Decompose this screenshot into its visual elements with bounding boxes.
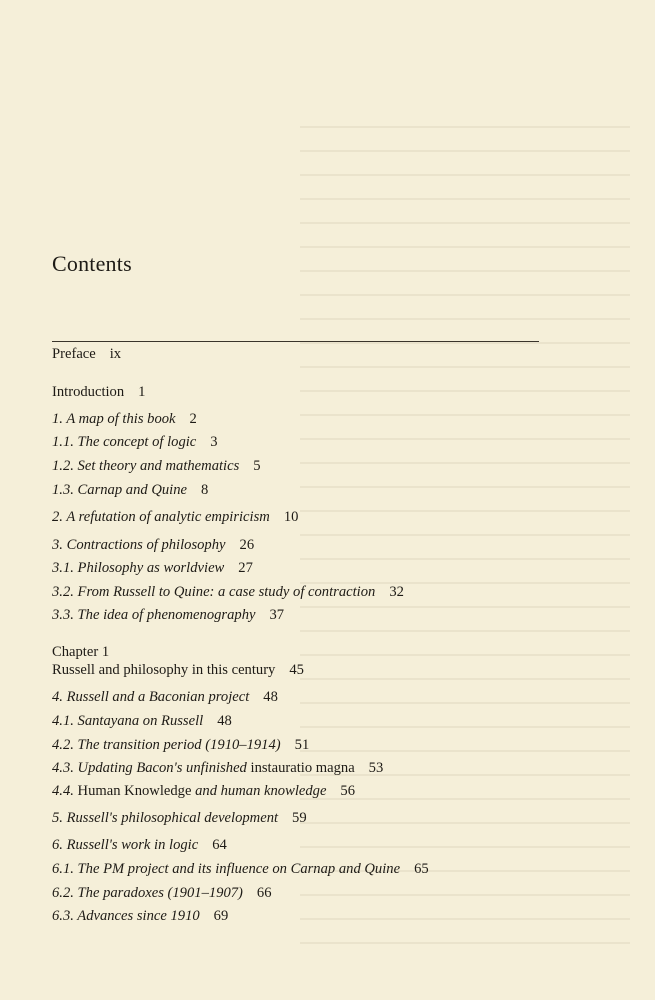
entry-title: Preface: [52, 346, 96, 362]
entry-page-number: 8: [201, 482, 209, 498]
entry-page-number: 27: [238, 560, 253, 576]
entry-page-number: 59: [292, 810, 307, 826]
entry-title: 1.3. Carnap and Quine: [52, 482, 187, 498]
toc-entry: [52, 884, 272, 902]
entry-page-number: 32: [389, 584, 404, 600]
entry-title: 3. Contractions of philosophy: [52, 537, 226, 553]
entry-title: 6.2. The paradoxes (1901–1907): [52, 885, 243, 901]
entry-title-upright: Human Knowledge: [77, 783, 192, 799]
entry-title: 2. A refutation of analytic empiricism: [52, 509, 270, 525]
toc-entry: [52, 661, 304, 679]
entry-page-number: 64: [212, 837, 227, 853]
entry-title: 3.3. The idea of phenomenography: [52, 607, 256, 623]
entry-page-number: 66: [256, 885, 272, 901]
toc-entry: [52, 508, 298, 526]
entry-title: 4. Russell and a Baconian project: [52, 689, 250, 705]
entry-page-number: 53: [368, 760, 384, 776]
entry-page-number: 69: [213, 908, 229, 924]
toc-entry: [52, 536, 254, 554]
entry-title: Chapter 1: [52, 644, 110, 660]
entry-title: Russell and philosophy in this century: [52, 662, 276, 678]
entry-page-number: 2: [189, 411, 197, 427]
toc-entry: [52, 809, 307, 827]
contents-heading: Contents: [52, 250, 132, 276]
entry-page-number: 51: [294, 737, 310, 753]
toc-entry: [52, 606, 284, 624]
entry-title: 1.2. Set theory and mathematics: [52, 458, 240, 474]
entry-page-number: 3: [210, 434, 218, 450]
entry-title: 3.1. Philosophy as worldview: [52, 560, 225, 576]
toc-entry: [52, 712, 232, 730]
toc-entry: [52, 481, 208, 499]
entry-page-number: 48: [263, 689, 278, 705]
entry-title: 1.1. The concept of logic: [52, 434, 197, 450]
entry-page-number: 1: [138, 384, 146, 400]
toc-entry: [52, 433, 218, 451]
entry-title: 6. Russell's work in logic: [52, 837, 199, 853]
toc-entry: [52, 860, 429, 878]
toc-entry: [52, 559, 253, 577]
toc-entry: [52, 345, 121, 363]
entry-page-number: 56: [340, 783, 356, 799]
toc-entry: [52, 410, 197, 428]
entry-title: 6.1. The PM project and its influence on Carnap and Quine: [52, 861, 401, 877]
entry-title: and human knowledge: [195, 783, 327, 799]
toc-entry: [52, 383, 145, 401]
toc-entry: [52, 583, 404, 601]
entry-title: 5. Russell's philosophical development: [52, 810, 279, 826]
entry-title: 4.1. Santayana on Russell: [52, 713, 204, 729]
entry-title: Introduction: [52, 384, 125, 400]
toc-entry: [52, 907, 228, 925]
toc-entry: [52, 759, 383, 777]
show-through-text: [300, 110, 630, 950]
entry-page-number: 48: [217, 713, 232, 729]
entry-title: 4.3. Updating Bacon's unfinished: [52, 760, 247, 776]
entry-title: 6.3. Advances since 1910: [52, 908, 200, 924]
entry-title: 4.2. The transition period (1910–1914): [52, 737, 281, 753]
entry-number: 4.4.: [52, 783, 74, 799]
entry-title-upright: instauratio magna: [250, 760, 355, 776]
toc-entry: [52, 836, 227, 854]
heading-rule: [52, 341, 539, 342]
toc-entry: [52, 736, 309, 754]
entry-page-number: 45: [289, 662, 304, 678]
entry-page-number: ix: [109, 346, 122, 362]
toc-entry: [52, 643, 109, 661]
toc-entry: [52, 457, 261, 475]
entry-title: 3.2. From Russell to Quine: a case study of contraction: [52, 584, 376, 600]
entry-title: 1. A map of this book: [52, 411, 176, 427]
entry-page-number: 37: [269, 607, 285, 623]
entry-page-number: 10: [283, 509, 299, 525]
entry-page-number: 5: [253, 458, 261, 474]
entry-page-number: 65: [414, 861, 429, 877]
toc-entry: [52, 782, 355, 800]
entry-page-number: 26: [239, 537, 255, 553]
toc-entry: [52, 688, 278, 706]
